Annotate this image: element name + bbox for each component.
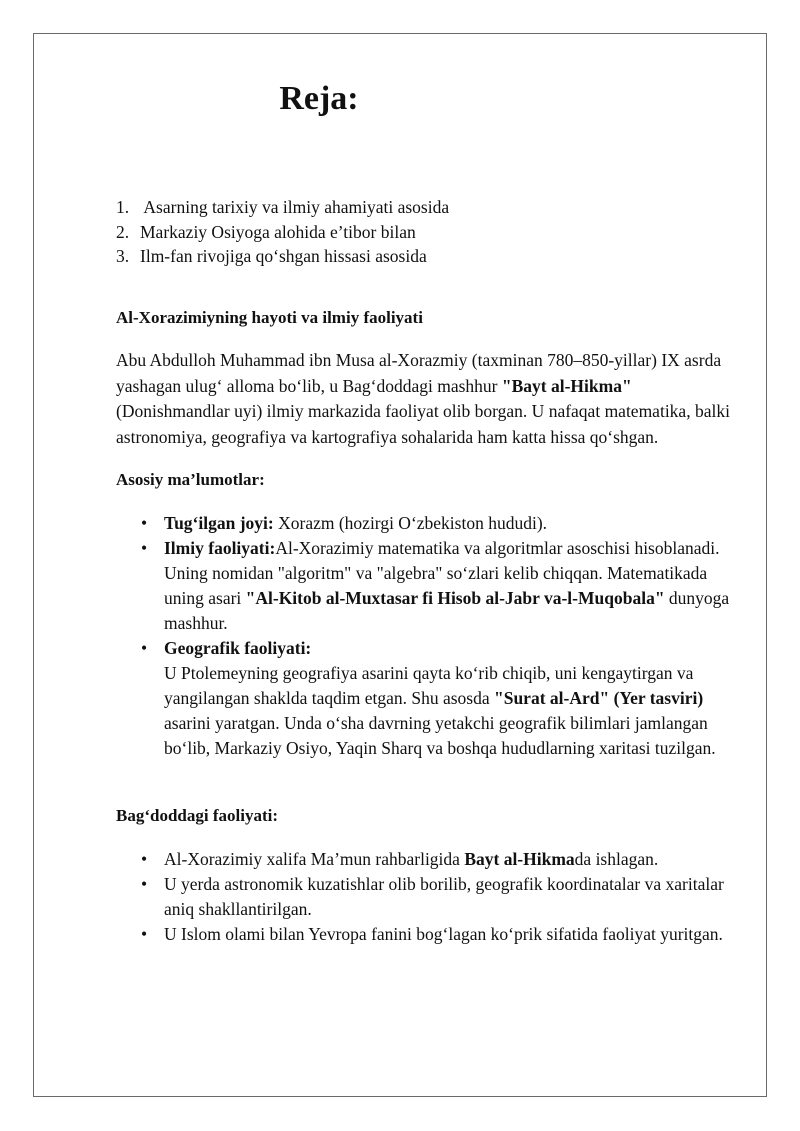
list-item <box>116 195 449 220</box>
bullet-icon: • <box>141 638 148 658</box>
list-item <box>116 872 746 922</box>
list-text: Xorazm (hozirgi O‘zbekiston hududi). <box>273 513 548 533</box>
list-number: 1. <box>116 197 130 217</box>
section-heading: Al-Xorazimiyning hayoti va ilmiy faoliyati <box>116 308 423 327</box>
paragraph <box>116 348 746 450</box>
bullet-icon: • <box>141 538 148 558</box>
list-text: Markaziy Osiyoga alohida e’tibor bilan <box>140 221 416 242</box>
list-item <box>116 636 746 761</box>
info-list <box>116 511 746 761</box>
list-text: dunyoga mashhur. <box>164 588 730 633</box>
bold-text: "Bayt al-Hikma" <box>501 375 632 396</box>
list-text: U Ptolemeyning geografiya asarini qayta ko‘rib chiqib, uni kengaytirgan va yangilangan shaklda taqdim etgan. Shu asosda <box>164 663 694 708</box>
list-text: U Islom olami bilan Yevropa fanini bog‘lagan ko‘prik sifatida faoliyat yuritgan. <box>164 924 723 944</box>
list-item <box>116 244 449 269</box>
list-item <box>116 220 449 245</box>
document-page <box>33 33 767 1097</box>
bold-text: Geografik faoliyati: <box>164 638 312 658</box>
section-heading: Bag‘doddagi faoliyati: <box>116 806 278 825</box>
bullet-icon: • <box>141 849 148 869</box>
bold-text: Bayt al-Hikma <box>464 849 575 869</box>
bullet-icon: • <box>141 513 148 533</box>
list-item <box>116 511 746 536</box>
list-text: U yerda astronomik kuzatishlar olib borilib, geografik koordinatalar va xaritalar aniq shakllantirilgan. <box>164 874 724 919</box>
bold-text: "Al-Kitob al-Muxtasar fi Hisob al-Jabr va-l-Muqobala" <box>245 588 665 608</box>
bullet-icon: • <box>141 874 148 894</box>
list-text: da ishlagan. <box>574 849 659 869</box>
paragraph-text: Abu Abdulloh Muhammad ibn Musa al-Xorazmiy (taxminan 780–850-yillar) IX asrda yashagan ulug‘ alloma bo‘lib, u Bag‘doddagi mashhur <box>116 350 722 396</box>
bold-text: Tug‘ilgan joyi: <box>164 513 274 533</box>
list-item <box>116 922 746 947</box>
plan-list <box>116 195 449 269</box>
paragraph-text: (Donishmandlar uyi) ilmiy markazida faoliyat olib borgan. U nafaqat matematika, balki astronomiya, geografiya va kartografiya sohalarida ham katta hissa qo‘shgan. <box>116 401 730 447</box>
list-item <box>116 536 746 636</box>
page-title: Reja: <box>279 80 359 117</box>
bold-text: "Surat al-Ard" (Yer tasviri) <box>494 688 704 708</box>
bold-text: Ilmiy faoliyati: <box>164 538 276 558</box>
section-heading: Asosiy ma’lumotlar: <box>116 470 265 489</box>
list-number: 3. <box>116 246 130 266</box>
bullet-icon: • <box>141 924 148 944</box>
activity-list <box>116 847 746 947</box>
list-text: Al-Xorazimiy matematika va algoritmlar asoschisi hisoblanadi. Uning nomidan "algoritm" va "algebra" so‘zlari kelib chiqqan. Matematikada uning asari <box>164 538 720 608</box>
list-text: Asarning tarixiy va ilmiy ahamiyati asosida <box>140 197 450 217</box>
list-text: Ilm-fan rivojiga qo‘shgan hissasi asosida <box>140 246 427 266</box>
list-text: asarini yaratgan. Unda o‘sha davrning yetakchi geografik bilimlari jamlangan bo‘lib, Markaziy Osiyo, Yaqin Sharq va boshqa hududlarning xaritasi tuzilgan. <box>164 713 716 758</box>
list-item <box>116 847 746 872</box>
list-text: Al-Xorazimiy xalifa Ma’mun rahbarligida <box>164 849 465 869</box>
list-number: 2. <box>116 221 130 242</box>
